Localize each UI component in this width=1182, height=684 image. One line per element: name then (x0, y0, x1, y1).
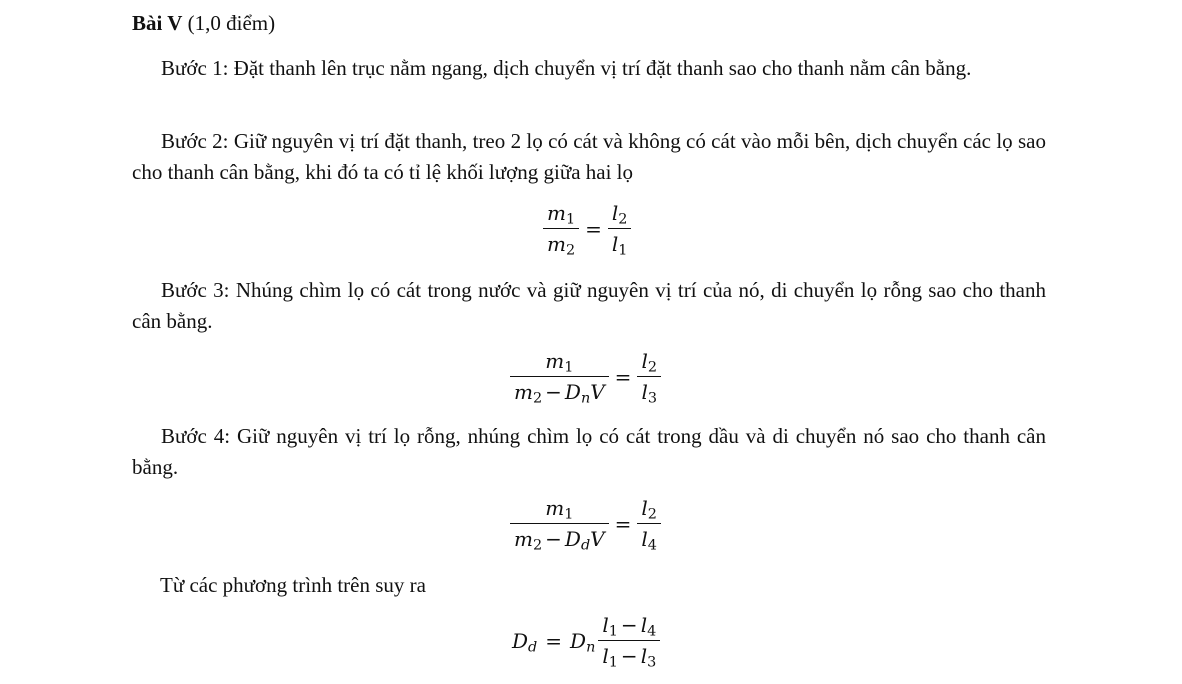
eq1-rhs-denominator: $l_1$ (608, 228, 632, 257)
eq3-lhs-numerator: $m_1$ (545, 496, 574, 523)
result-denominator: $l_1 - l_3$ (598, 640, 660, 669)
result-lhs: $D_d$ (512, 628, 538, 656)
step-4-paragraph: Bước 4: Giữ nguyên vị trí lọ rỗng, nhúng chìm lọ có cát trong dầu và di chuyển nó sao cho thanh cân bằng. (132, 424, 1046, 479)
equation-2 (507, 348, 664, 405)
eq1-lhs-numerator: $m_1$ (547, 201, 576, 228)
eq2-rhs-numerator: $l_2$ (641, 349, 657, 376)
section-title-points: (1,0 điểm) (182, 11, 276, 35)
conclusion-text: Từ các phương trình trên suy ra (160, 573, 426, 597)
eq1-rhs-numerator: $l_2$ (611, 201, 628, 228)
eq3-rhs-denominator: $l_4$ (637, 523, 661, 552)
eq3-rhs-numerator: $l_2$ (641, 496, 657, 523)
eq2-lhs-numerator: $m_1$ (545, 349, 574, 376)
result-coefficient: $D_n$ (570, 628, 596, 656)
eq3-rhs-fraction (637, 495, 661, 552)
equation-result (512, 612, 663, 669)
eq2-equals: = (614, 364, 632, 389)
eq1-equals: = (585, 216, 602, 241)
step-3-paragraph: Bước 3: Nhúng chìm lọ có cát trong nước và giữ nguyên vị trí của nó, di chuyển lọ rỗng sao cho thanh cân bằng. (132, 278, 1046, 333)
step-1-paragraph: Bước 1: Đặt thanh lên trục nằm ngang, dịch chuyển vị trí đặt thanh sao cho thanh nằm cân bằng. (161, 56, 972, 80)
step-2-paragraph: Bước 2: Giữ nguyên vị trí đặt thanh, treo 2 lọ có cát và không có cát vào mỗi bên, dịch chuyển các lọ sao cho thanh cân bằng, khi đó ta có tỉ lệ khối lượng giữa hai lọ (132, 129, 1046, 184)
section-title-bold: Bài V (132, 11, 183, 35)
eq1-lhs-denominator: $m_2$ (543, 228, 579, 257)
eq2-rhs-denominator: $l_3$ (637, 376, 661, 405)
eq3-equals: = (614, 511, 632, 536)
equation-1 (540, 200, 634, 257)
eq2-rhs-fraction (637, 348, 661, 405)
section-title (132, 8, 275, 38)
result-fraction (598, 612, 660, 669)
eq1-rhs-fraction (608, 200, 632, 257)
eq3-lhs-fraction (510, 495, 609, 552)
eq2-lhs-denominator: $m_2 - D_nV$ (510, 376, 609, 405)
eq1-lhs-fraction (543, 200, 579, 257)
eq3-lhs-denominator: $m_2 - D_dV$ (510, 523, 609, 552)
equation-3 (507, 495, 664, 552)
result-numerator: $l_1 - l_4$ (602, 613, 657, 640)
result-equals: = (545, 628, 563, 653)
eq2-lhs-fraction (510, 348, 609, 405)
